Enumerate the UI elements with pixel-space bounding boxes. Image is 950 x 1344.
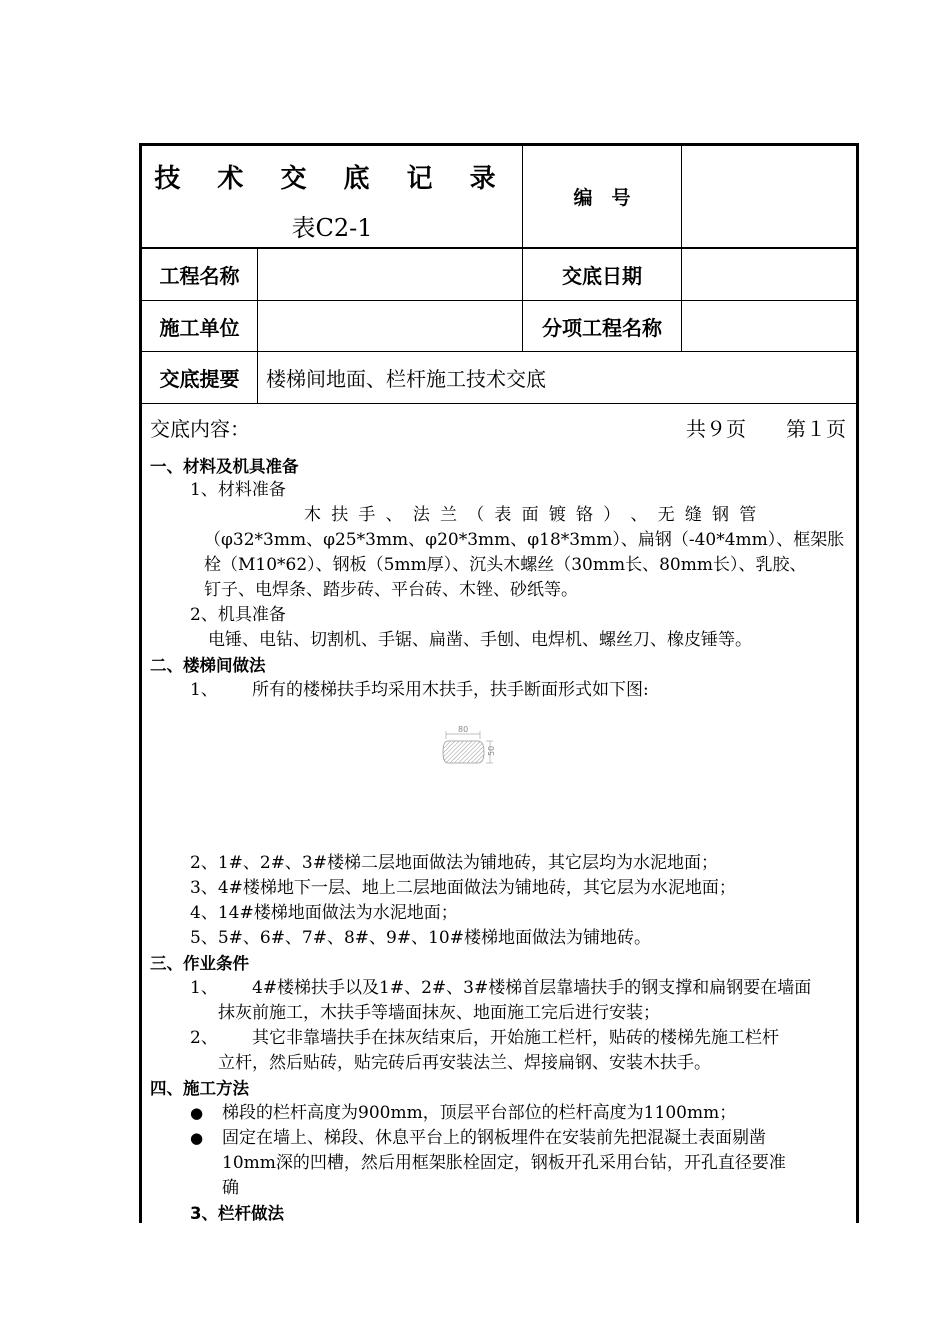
item-3-1-line-2: 抹灰前施工，木扶手等墙面抹灰、地面施工完后进行安装；: [218, 1003, 660, 1023]
project-row: [142, 249, 856, 301]
section-1-title: 一、材料及机具准备: [150, 457, 299, 476]
section-3-title: 三、作业条件: [150, 954, 249, 973]
item-3-2-line-2: 立杆，然后贴砖，贴完砖后再安装法兰、焊接扁钢、安装木扶手。: [218, 1053, 711, 1073]
dim-height-label: 50: [487, 745, 496, 756]
form-code: 表C2-1: [291, 214, 373, 242]
project-name-value[interactable]: [257, 249, 522, 300]
materials-line-1: 木 扶 手 、 法 兰 （ 表 面 镀 铬 ） 、 无 缝 钢 管: [304, 505, 759, 525]
section-2-title: 二、楼梯间做法: [150, 656, 266, 675]
item-2-5: 5、5#、6#、7#、8#、9#、10#楼梯地面做法为铺地砖。: [190, 928, 651, 948]
tools-heading: 2、机具准备: [190, 605, 286, 625]
item-2-1: 所有的楼梯扶手均采用木扶手，扶手断面形式如下图:: [252, 680, 649, 700]
bullet-dot-2: ●: [190, 1129, 204, 1147]
number-label: 编 号: [522, 146, 681, 247]
method-bullet-2-line-1: 固定在墙上、梯段、休息平台上的钢板埋件在安装前先把混凝土表面剔凿: [222, 1128, 766, 1148]
title-cell: [142, 146, 522, 247]
unit-label: 施工单位: [159, 315, 240, 340]
item-2-2: 2、1#、2#、3#楼梯二层地面做法为铺地砖，其它层均为水泥地面；: [190, 853, 718, 873]
item-3-1-line-1: 4#楼梯扶手以及1#、2#、3#楼梯首层靠墙扶手的钢支撑和扁钢要在墙面: [252, 978, 812, 998]
sub-project-label: 分项工程名称: [522, 301, 681, 351]
railing-method-heading: 3、栏杆做法: [190, 1204, 284, 1223]
materials-line-2: （φ32*3mm、φ25*3mm、φ20*3mm、φ18*3mm）、扁钢（-40*4mm）、框架胀: [204, 530, 845, 550]
content-heading: 交底内容：: [150, 417, 250, 441]
technical-disclosure-form: [139, 143, 859, 1223]
method-bullet-1: 梯段的栏杆高度为900mm，顶层平台部位的栏杆高度为1100mm；: [222, 1103, 737, 1123]
method-bullet-2-line-2: 10mm深的凹槽，然后用框架胀栓固定，钢板开孔采用台钻，开孔直径要准: [222, 1153, 786, 1173]
item-3-1-number: 1、: [190, 978, 218, 998]
tools-line: 电锤、电钻、切割机、手锯、扁凿、手刨、电焊机、螺丝刀、橡皮锤等。: [208, 630, 752, 650]
materials-line-4: 钉子、电焊条、踏步砖、平台砖、木锉、砂纸等。: [204, 580, 578, 600]
summary-value[interactable]: 楼梯间地面、栏杆施工技术交底: [257, 352, 856, 403]
form-title: 技 术 交 底 记 录: [154, 164, 510, 194]
unit-row: [142, 301, 856, 352]
item-3-2-number: 2、: [190, 1028, 218, 1048]
item-2-3: 3、4#楼梯地下一层、地上二层地面做法为铺地砖，其它层为水泥地面；: [190, 878, 736, 898]
materials-line-3: 栓（M10*62）、钢板（5mm厚）、沉头木螺丝（30mm长、80mm长）、乳胶、: [204, 555, 807, 575]
sub-project-value[interactable]: [681, 301, 856, 351]
page-info: 共９页 第１页: [686, 417, 846, 441]
date-label: 交底日期: [522, 249, 681, 300]
item-3-2-line-1: 其它非靠墙扶手在抹灰结束后，开始施工栏杆，贴砖的楼梯先施工栏杆: [252, 1028, 779, 1048]
disclosure-content: [142, 411, 856, 1223]
date-value[interactable]: [681, 249, 856, 300]
summary-row: [142, 352, 856, 404]
dim-width-label: 80: [458, 726, 469, 734]
unit-value[interactable]: [257, 301, 522, 351]
handrail-section-figure: [440, 726, 496, 768]
method-bullet-2-line-3: 确: [222, 1178, 239, 1198]
materials-heading: 1、材料准备: [190, 480, 286, 500]
header-row: [142, 146, 856, 249]
bullet-dot-1: ●: [190, 1104, 204, 1122]
section-4-title: 四、施工方法: [150, 1079, 249, 1098]
summary-label: 交底提要: [159, 367, 240, 391]
item-2-4: 4、14#楼梯地面做法为水泥地面；: [190, 903, 458, 923]
item-2-1-number: 1、: [190, 680, 218, 700]
project-name-label: 工程名称: [159, 264, 240, 288]
number-value[interactable]: [681, 146, 856, 247]
